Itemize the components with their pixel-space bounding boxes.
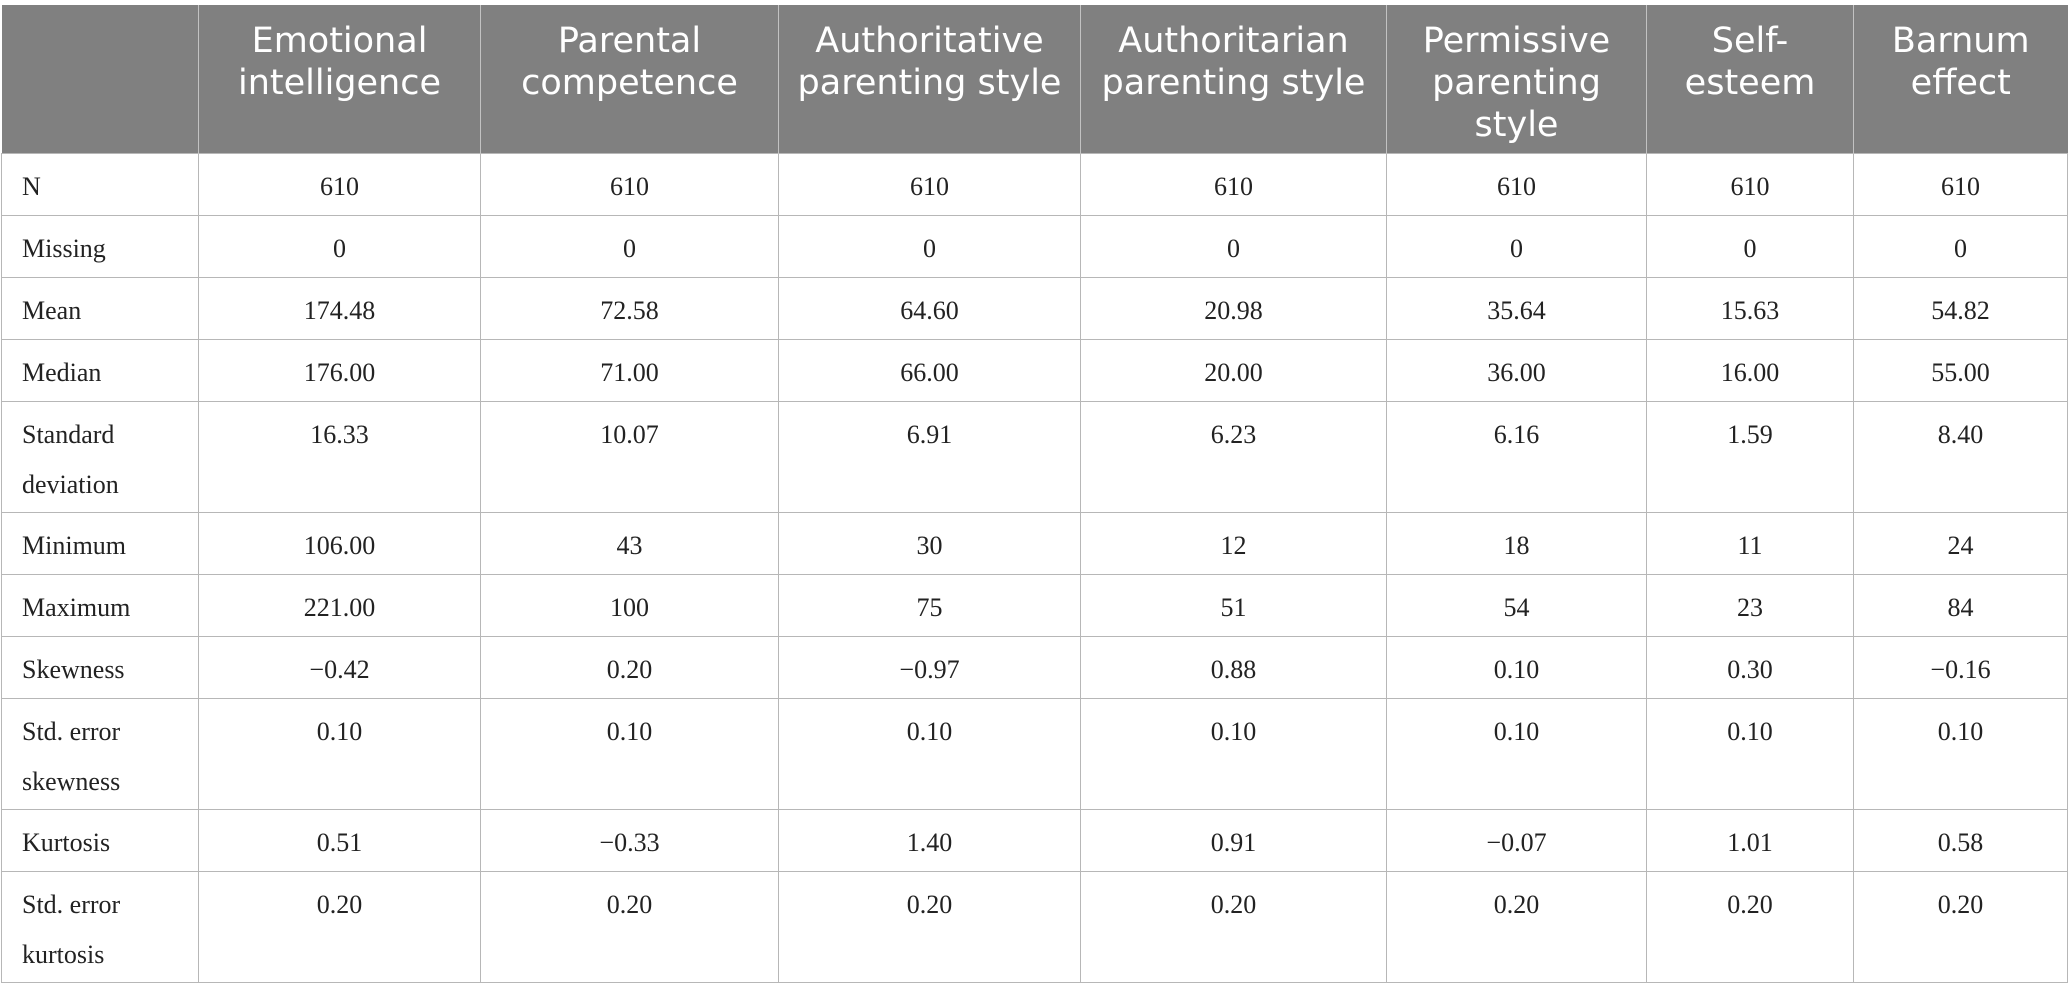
header-emotional-intelligence: Emotional intelligence (199, 5, 481, 153)
table-cell: 610 (779, 153, 1081, 215)
table-cell: 0.10 (199, 698, 481, 809)
table-cell: 1.40 (779, 809, 1081, 871)
table-cell: 0 (779, 215, 1081, 277)
table-cell: 71.00 (481, 339, 779, 401)
table-cell: 51 (1081, 574, 1387, 636)
row-label: Missing (2, 215, 199, 277)
row-label: Standard deviation (2, 401, 199, 512)
header-corner (2, 5, 199, 153)
table-cell: 64.60 (779, 277, 1081, 339)
header-row (2, 5, 2068, 153)
table-cell: 8.40 (1854, 401, 2068, 512)
table-cell: 6.16 (1387, 401, 1647, 512)
table-row (2, 512, 2068, 574)
table-cell: 106.00 (199, 512, 481, 574)
table-cell: 0.88 (1081, 636, 1387, 698)
table-cell: 0.20 (481, 636, 779, 698)
table-cell: 0 (481, 215, 779, 277)
table-cell: 0.10 (1854, 698, 2068, 809)
table-cell: 30 (779, 512, 1081, 574)
table-cell: −0.33 (481, 809, 779, 871)
table-header (2, 5, 2068, 153)
table-cell: 0.91 (1081, 809, 1387, 871)
table-cell: 610 (199, 153, 481, 215)
table-cell: 0.10 (779, 698, 1081, 809)
table-cell: 176.00 (199, 339, 481, 401)
row-label: Minimum (2, 512, 199, 574)
table-cell: 1.01 (1647, 809, 1854, 871)
table-cell: −0.42 (199, 636, 481, 698)
table-cell: 15.63 (1647, 277, 1854, 339)
table-cell: 12 (1081, 512, 1387, 574)
table-cell: 54 (1387, 574, 1647, 636)
table-cell: 16.00 (1647, 339, 1854, 401)
table-cell: 174.48 (199, 277, 481, 339)
table-cell: 0.10 (1081, 698, 1387, 809)
table-row (2, 401, 2068, 512)
table-cell: 23 (1647, 574, 1854, 636)
table-cell: 16.33 (199, 401, 481, 512)
row-label: Median (2, 339, 199, 401)
table-cell: 0.10 (1387, 636, 1647, 698)
header-parental-competence: Parental competence (481, 5, 779, 153)
table-row (2, 215, 2068, 277)
table-row (2, 339, 2068, 401)
table-cell: 6.23 (1081, 401, 1387, 512)
table-cell: 0.10 (1647, 698, 1854, 809)
table-cell: 72.58 (481, 277, 779, 339)
table-cell: 24 (1854, 512, 2068, 574)
table-row (2, 153, 2068, 215)
table-cell: 0.51 (199, 809, 481, 871)
table-row (2, 809, 2068, 871)
table-cell: 0.20 (481, 871, 779, 982)
table-cell: 84 (1854, 574, 2068, 636)
row-label: Skewness (2, 636, 199, 698)
table-cell: 0.20 (199, 871, 481, 982)
table-cell: 610 (481, 153, 779, 215)
header-authoritarian-parenting-style: Authoritarian parenting style (1081, 5, 1387, 153)
row-label: Std. error skewness (2, 698, 199, 809)
table-row (2, 277, 2068, 339)
table-cell: 10.07 (481, 401, 779, 512)
table-cell: −0.07 (1387, 809, 1647, 871)
table-cell: 610 (1647, 153, 1854, 215)
table-cell: 0 (1387, 215, 1647, 277)
table-cell: 66.00 (779, 339, 1081, 401)
row-label: Maximum (2, 574, 199, 636)
table-cell: 1.59 (1647, 401, 1854, 512)
table-cell: 11 (1647, 512, 1854, 574)
row-label: Mean (2, 277, 199, 339)
header-barnum-effect: Barnum effect (1854, 5, 2068, 153)
table-cell: 0.20 (1387, 871, 1647, 982)
table-cell: 36.00 (1387, 339, 1647, 401)
table-cell: 6.91 (779, 401, 1081, 512)
row-label: Std. error kurtosis (2, 871, 199, 982)
header-self-esteem: Self-esteem (1647, 5, 1854, 153)
table-cell: 0 (199, 215, 481, 277)
table-cell: 43 (481, 512, 779, 574)
table-cell: 0.20 (1854, 871, 2068, 982)
table-cell: 55.00 (1854, 339, 2068, 401)
header-permissive-parenting-style: Permissive parenting style (1387, 5, 1647, 153)
table-cell: 0.10 (481, 698, 779, 809)
table-cell: 221.00 (199, 574, 481, 636)
row-label: Kurtosis (2, 809, 199, 871)
table-cell: 0.10 (1387, 698, 1647, 809)
table-cell: 100 (481, 574, 779, 636)
table-cell: 18 (1387, 512, 1647, 574)
header-authoritative-parenting-style: Authoritative parenting style (779, 5, 1081, 153)
table-row (2, 698, 2068, 809)
table-cell: 610 (1081, 153, 1387, 215)
table-cell: 0.58 (1854, 809, 2068, 871)
row-label: N (2, 153, 199, 215)
descriptive-statistics-table (1, 5, 2068, 983)
table-cell: 610 (1854, 153, 2068, 215)
table-row (2, 574, 2068, 636)
table-cell: 0.30 (1647, 636, 1854, 698)
table-cell: 610 (1387, 153, 1647, 215)
table-row (2, 636, 2068, 698)
table-cell: 0.20 (1647, 871, 1854, 982)
table-cell: 0.20 (779, 871, 1081, 982)
table-cell: 0.20 (1081, 871, 1387, 982)
table-cell: 0 (1081, 215, 1387, 277)
table-cell: 35.64 (1387, 277, 1647, 339)
table-cell: 20.98 (1081, 277, 1387, 339)
table-cell: 0 (1854, 215, 2068, 277)
table-row (2, 871, 2068, 982)
table-cell: −0.97 (779, 636, 1081, 698)
table-cell: 0 (1647, 215, 1854, 277)
table-cell: 75 (779, 574, 1081, 636)
table-cell: −0.16 (1854, 636, 2068, 698)
table-cell: 54.82 (1854, 277, 2068, 339)
table-body (2, 153, 2068, 982)
table-cell: 20.00 (1081, 339, 1387, 401)
